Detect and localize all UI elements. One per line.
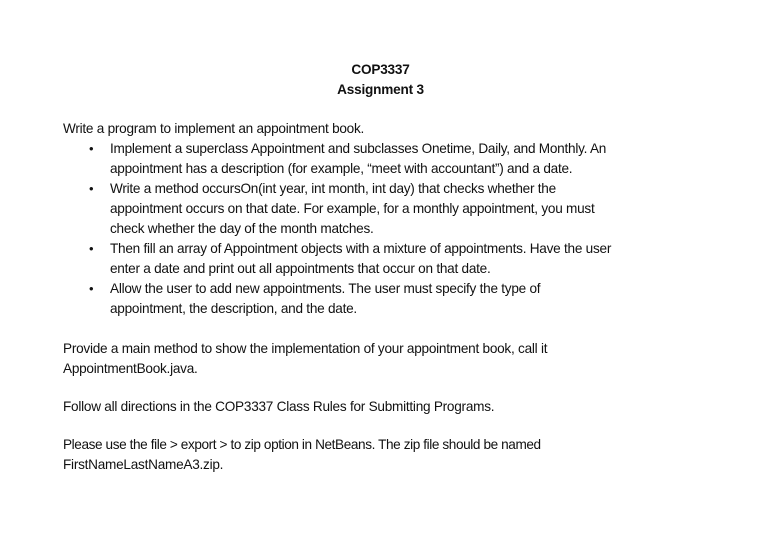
bullet-icon: • <box>89 241 94 256</box>
main-method-line-2: AppointmentBook.java. <box>63 361 198 376</box>
bullet-icon: • <box>89 281 94 296</box>
bullet-1-line-1: Implement a superclass Appointment and subclasses Onetime, Daily, and Monthly. An <box>110 141 607 156</box>
zip-instructions-line-1: Please use the file > export > to zip option in NetBeans. The zip file should be named <box>63 437 541 452</box>
bullet-3-line-2: enter a date and print out all appointments that occur on that date. <box>110 261 491 276</box>
course-title: COP3337 <box>351 62 410 77</box>
main-method-line-1: Provide a main method to show the implementation of your appointment book, call it <box>63 341 548 356</box>
intro-text: Write a program to implement an appointment book. <box>63 121 365 136</box>
bullet-icon: • <box>89 141 94 156</box>
bullet-4-line-1: Allow the user to add new appointments. The user must specify the type of <box>110 281 541 296</box>
bullet-2-line-1: Write a method occursOn(int year, int month, int day) that checks whether the <box>110 181 556 196</box>
bullet-2-line-3: check whether the day of the month matches. <box>110 221 374 236</box>
bullet-2-line-2: appointment occurs on that date. For example, for a monthly appointment, you must <box>110 201 595 216</box>
bullet-icon: • <box>89 181 94 196</box>
assignment-title: Assignment 3 <box>337 82 424 97</box>
zip-instructions-line-2: FirstNameLastNameA3.zip. <box>63 457 224 472</box>
bullet-3-line-1: Then fill an array of Appointment objects with a mixture of appointments. Have the user <box>110 241 612 256</box>
class-rules-text: Follow all directions in the COP3337 Class Rules for Submitting Programs. <box>63 399 495 414</box>
bullet-1-line-2: appointment has a description (for example, “meet with accountant”) and a date. <box>110 161 573 176</box>
bullet-4-line-2: appointment, the description, and the date. <box>110 301 357 316</box>
